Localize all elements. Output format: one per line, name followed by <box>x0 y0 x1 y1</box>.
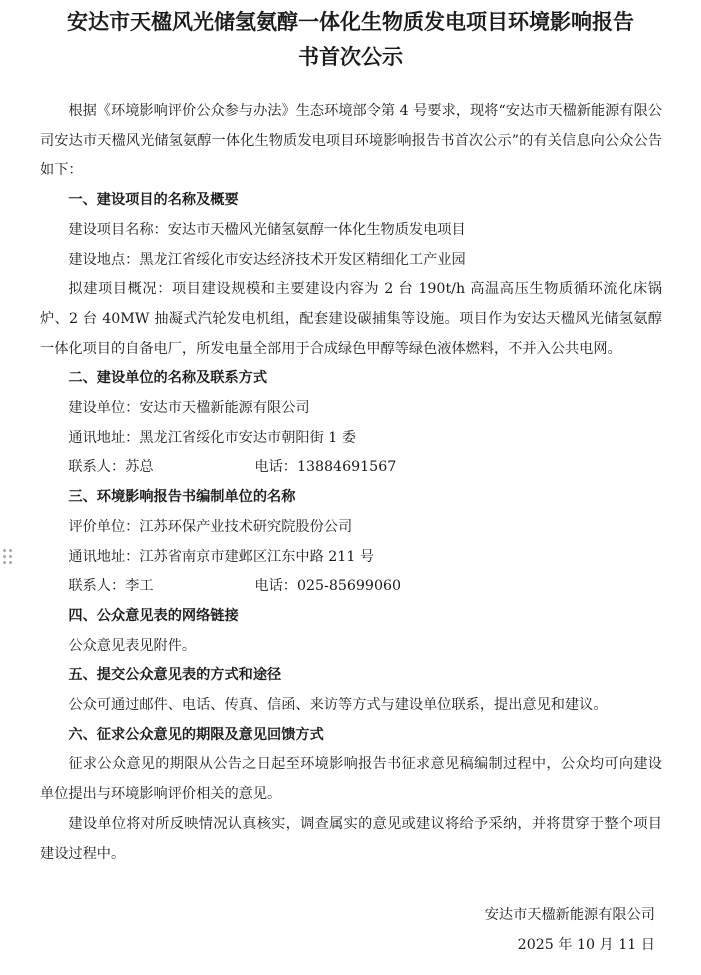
section2-heading: 二、建设单位的名称及联系方式 <box>68 370 268 387</box>
assessor-contact-row <box>40 572 662 602</box>
section5-text: 公众可通过邮件、电话、传真、信函、来访等方式与建设单位联系，提出意见和建议。 <box>68 697 608 714</box>
project-location: 建设地点：黑龙江省绥化市安达经济技术开发区精细化工产业园 <box>68 251 466 268</box>
section5-heading: 五、提交公众意见表的方式和途径 <box>68 667 282 684</box>
assessor-phone: 电话：025-85699060 <box>254 578 402 595</box>
project-name: 建设项目名称：安达市天楹风光储氢氨醇一体化生物质发电项目 <box>68 221 466 238</box>
builder-contact-row <box>40 453 662 483</box>
assessor-contact: 联系人：李工 <box>68 578 154 595</box>
signature-date: 2025 年 10 月 11 日 <box>517 937 655 953</box>
project-overview: 拟建项目概况：项目建设规模和主要建设内容为 2 台 190t/h 高温高压生物质循环流化床锅炉、2 台 40MW 抽凝式汽轮发电机组，配套建设碳捕集等设施。项目作为安达天楹风光储氢氨醇一体化项目的自备电厂，所发电量全部用于合成绿色甲醇等绿色液体燃料，不并入公共电网。 <box>40 281 662 357</box>
section6-heading: 六、征求公众意见的期限及意见回馈方式 <box>68 726 324 743</box>
section6-text1: 征求公众意见的期限从公告之日起至环境影响报告书征求意见稿编制过程中，公众均可向建设单位提出与环境影响评价相关的意见。 <box>40 756 662 803</box>
section3-heading: 三、环境影响报告书编制单位的名称 <box>68 489 296 506</box>
signature-company: 安达市天楹新能源有限公司 <box>484 907 655 923</box>
document-title-line2: 书首次公示 <box>298 44 403 69</box>
assessor-unit: 评价单位：江苏环保产业技术研究院股份公司 <box>68 518 353 535</box>
document-body <box>40 97 662 869</box>
section4-text: 公众意见表见附件。 <box>68 637 197 654</box>
drag-handle-icon[interactable] <box>3 549 13 567</box>
builder-address: 通讯地址：黑龙江省绥化市安达市朝阳街 1 委 <box>68 429 357 446</box>
assessor-address: 通讯地址：江苏省南京市建邺区江东中路 211 号 <box>68 548 375 565</box>
builder-phone: 电话：13884691567 <box>254 459 397 476</box>
builder-contact: 联系人：苏总 <box>68 459 154 476</box>
section6-text2: 建设单位将对所反映情况认真核实，调查属实的意见或建议将给予采纳，并将贯穿于整个项目建设过程中。 <box>40 815 662 862</box>
builder-unit: 建设单位：安达市天楹新能源有限公司 <box>68 400 310 417</box>
intro-paragraph: 根据《环境影响评价公众参与办法》生态环境部令第 4 号要求，现将“安达市天楹新能源有限公司安达市天楹风光储氢氨醇一体化生物质发电项目环境影响报告书首次公示”的有关信息向公众公告如下： <box>40 103 662 179</box>
section1-heading: 一、建设项目的名称及概要 <box>68 192 239 209</box>
section4-heading: 四、公众意见表的网络链接 <box>68 607 239 624</box>
document-title-line1: 安达市天楹风光储氢氨醇一体化生物质发电项目环境影响报告 <box>67 9 634 34</box>
